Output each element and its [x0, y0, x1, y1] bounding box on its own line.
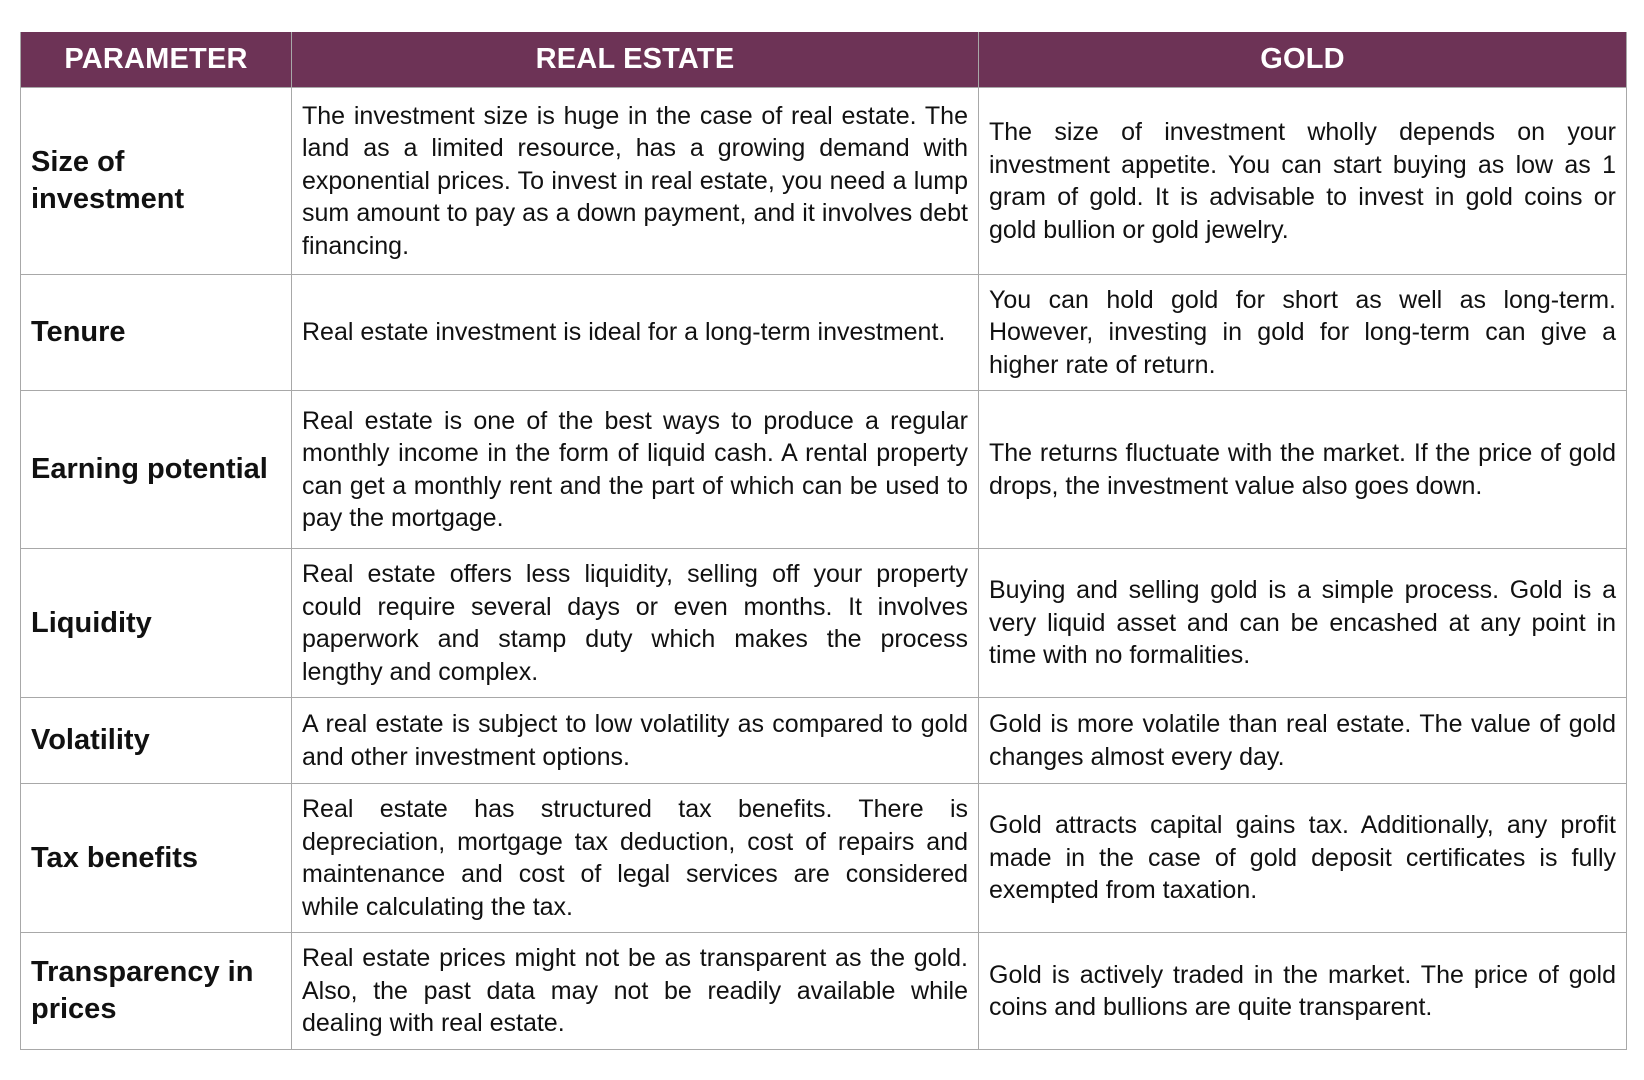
- parameter-cell: Liquidity: [21, 549, 292, 698]
- gold-cell: The size of investment wholly depends on your investment appetite. You can start buying as low as 1 gram of gold. It is advisable to invest in gold coins or gold bullion or gold jewelry.: [979, 88, 1627, 275]
- real-estate-cell: Real estate offers less liquidity, selling off your property could require several days or even months. It involves paperwork and stamp duty which makes the process lengthy and complex.: [292, 549, 979, 698]
- parameter-cell: Earning potential: [21, 391, 292, 549]
- table-row: [21, 698, 1627, 784]
- table-row: [21, 88, 1627, 275]
- real-estate-cell: The investment size is huge in the case of real estate. The land as a limited resource, has a growing demand with exponential prices. To invest in real estate, you need a lump sum amount to pay as a down payment, and it involves debt financing.: [292, 88, 979, 275]
- table-row: [21, 784, 1627, 933]
- table-row: [21, 391, 1627, 549]
- table-header: [21, 32, 1627, 88]
- comparison-table: [20, 32, 1627, 1050]
- real-estate-cell: A real estate is subject to low volatility as compared to gold and other investment options.: [292, 698, 979, 784]
- real-estate-cell: Real estate has structured tax benefits. There is depreciation, mortgage tax deduction, cost of repairs and maintenance and cost of legal services are considered while calculating the tax.: [292, 784, 979, 933]
- gold-cell: Gold attracts capital gains tax. Additionally, any profit made in the case of gold deposit certificates is fully exempted from taxation.: [979, 784, 1627, 933]
- header-real-estate: REAL ESTATE: [292, 32, 979, 88]
- table-row: [21, 933, 1627, 1050]
- parameter-cell: Tenure: [21, 275, 292, 391]
- parameter-cell: Volatility: [21, 698, 292, 784]
- real-estate-cell: Real estate is one of the best ways to produce a regular monthly income in the form of liquid cash. A rental property can get a monthly rent and the part of which can be used to pay the mortgage.: [292, 391, 979, 549]
- gold-cell: Gold is actively traded in the market. The price of gold coins and bullions are quite transparent.: [979, 933, 1627, 1050]
- gold-cell: Buying and selling gold is a simple process. Gold is a very liquid asset and can be encashed at any point in time with no formalities.: [979, 549, 1627, 698]
- header-parameter: PARAMETER: [21, 32, 292, 88]
- header-gold: GOLD: [979, 32, 1627, 88]
- gold-cell: Gold is more volatile than real estate. The value of gold changes almost every day.: [979, 698, 1627, 784]
- parameter-cell: Tax benefits: [21, 784, 292, 933]
- header-row: [21, 32, 1627, 88]
- gold-cell: The returns fluctuate with the market. If the price of gold drops, the investment value also goes down.: [979, 391, 1627, 549]
- table-row: [21, 549, 1627, 698]
- real-estate-cell: Real estate prices might not be as transparent as the gold. Also, the past data may not be readily available while dealing with real estate.: [292, 933, 979, 1050]
- parameter-cell: Size of investment: [21, 88, 292, 275]
- parameter-cell: Transparency in prices: [21, 933, 292, 1050]
- table-row: [21, 275, 1627, 391]
- gold-cell: You can hold gold for short as well as long-term. However, investing in gold for long-term can give a higher rate of return.: [979, 275, 1627, 391]
- table-body: [21, 88, 1627, 1050]
- comparison-table-container: [20, 32, 1626, 1050]
- real-estate-cell: Real estate investment is ideal for a long-term investment.: [292, 275, 979, 391]
